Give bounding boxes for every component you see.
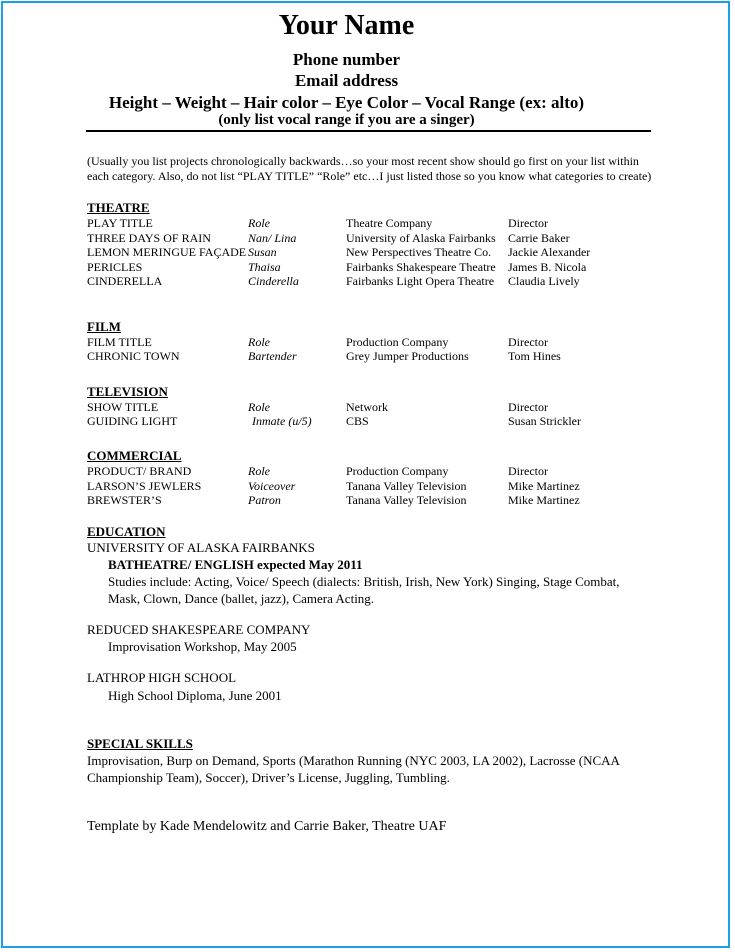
- credit-director: Mike Martinez: [508, 479, 580, 493]
- credit-company: Fairbanks Shakespeare Theatre: [346, 260, 496, 274]
- credit-director: Director: [508, 464, 548, 478]
- credit-director: Mike Martinez: [508, 493, 580, 507]
- credit-title: GUIDING LIGHT: [87, 414, 178, 428]
- credit-title: PLAY TITLE: [87, 216, 153, 230]
- credit-role: Role: [248, 335, 270, 349]
- credit-director: Jackie Alexander: [508, 245, 591, 259]
- table-row: [0, 245, 735, 260]
- credit-director: Director: [508, 216, 548, 230]
- intro-line-1: (Usually you list projects chronologically backwards…so your most recent show should go first on your list within: [87, 154, 639, 168]
- credit-role: Role: [248, 216, 270, 230]
- table-row: [0, 216, 735, 231]
- credit-title: LARSON’S JEWLERS: [87, 479, 202, 493]
- school-detail: High School Diploma, June 2001: [108, 688, 282, 703]
- credit-company: Production Company: [346, 335, 449, 349]
- credit-company: Tanana Valley Television: [346, 479, 467, 493]
- table-row: [0, 349, 735, 364]
- credit-director: Claudia Lively: [508, 274, 580, 288]
- email-address: Email address: [294, 71, 399, 90]
- skills-line-1: Improvisation, Burp on Demand, Sports (Marathon Running (NYC 2003, LA 2002), Lacrosse (NCAA: [87, 753, 620, 768]
- film-heading: FILM: [87, 319, 121, 334]
- credit-title: THREE DAYS OF RAIN: [87, 231, 211, 245]
- credit-role: Bartender: [248, 349, 297, 363]
- credit-title: LEMON MERINGUE FAÇADE: [87, 245, 247, 259]
- credit-title: FILM TITLE: [87, 335, 152, 349]
- credit-director: Susan Strickler: [508, 414, 581, 428]
- table-row: [0, 414, 735, 429]
- table-row: [0, 335, 735, 350]
- television-heading: TELEVISION: [87, 384, 168, 399]
- credit-role: Cinderella: [248, 274, 299, 288]
- credit-title: BREWSTER’S: [87, 493, 162, 507]
- credit-title: SHOW TITLE: [87, 400, 159, 414]
- credit-role: Role: [248, 400, 270, 414]
- resume-name: Your Name: [278, 10, 415, 41]
- special-skills-heading: SPECIAL SKILLS: [87, 736, 193, 751]
- credit-director: Carrie Baker: [508, 231, 570, 245]
- credit-role: Patron: [248, 493, 281, 507]
- credit-company: Network: [346, 400, 388, 414]
- credit-company: CBS: [346, 414, 369, 428]
- credit-director: Director: [508, 335, 548, 349]
- school-name: UNIVERSITY OF ALASKA FAIRBANKS: [87, 540, 315, 555]
- school-detail: Improvisation Workshop, May 2005: [108, 639, 297, 654]
- degree: BATHEATRE/ ENGLISH expected May 2011: [108, 557, 363, 572]
- table-row: [0, 479, 735, 494]
- credit-company: Tanana Valley Television: [346, 493, 467, 507]
- credit-company: New Perspectives Theatre Co.: [346, 245, 492, 259]
- credit-role: Voiceover: [248, 479, 296, 493]
- header-divider: [86, 130, 651, 132]
- studies-line-2: Mask, Clown, Dance (ballet, jazz), Camera Acting.: [108, 591, 375, 606]
- intro-line-2: each category. Also, do not list “PLAY TITLE” “Role” etc…I just listed those so you know what categories to create): [87, 169, 652, 183]
- studies-line-1: Studies include: Acting, Voice/ Speech (dialects: British, Irish, New York) Singing, Stage Combat,: [108, 574, 620, 589]
- vocal-range-note: (only list vocal range if you are a singer): [218, 112, 475, 128]
- table-row: [0, 400, 735, 415]
- credit-title: PERICLES: [87, 260, 143, 274]
- credit-director: Tom Hines: [508, 349, 561, 363]
- credit-role: Inmate (u/5): [252, 414, 312, 428]
- table-row: [0, 274, 735, 289]
- credit-company: Theatre Company: [346, 216, 433, 230]
- credit-company: Production Company: [346, 464, 449, 478]
- skills-line-2: Championship Team), Soccer), Driver’s License, Juggling, Tumbling.: [87, 770, 450, 785]
- table-row: [0, 260, 735, 275]
- credit-role: Nan/ Lina: [248, 231, 297, 245]
- school-name: REDUCED SHAKESPEARE COMPANY: [87, 622, 311, 637]
- education-heading: EDUCATION: [87, 524, 166, 539]
- credit-role: Susan: [248, 245, 277, 259]
- credit-role: Thaisa: [248, 260, 281, 274]
- table-row: [0, 464, 735, 479]
- table-row: [0, 231, 735, 246]
- school-name: LATHROP HIGH SCHOOL: [87, 670, 237, 685]
- commercial-heading: COMMERCIAL: [87, 448, 182, 463]
- template-credit: Template by Kade Mendelowitz and Carrie Baker, Theatre UAF: [87, 819, 447, 834]
- credit-role: Role: [248, 464, 270, 478]
- credit-title: CHRONIC TOWN: [87, 349, 180, 363]
- credit-company: Grey Jumper Productions: [346, 349, 469, 363]
- credit-company: Fairbanks Light Opera Theatre: [346, 274, 495, 288]
- credit-company: University of Alaska Fairbanks: [346, 231, 496, 245]
- credit-director: Director: [508, 400, 548, 414]
- phone-number: Phone number: [292, 50, 401, 69]
- credit-director: James B. Nicola: [508, 260, 587, 274]
- credit-title: PRODUCT/ BRAND: [87, 464, 192, 478]
- table-row: [0, 493, 735, 508]
- theatre-heading: THEATRE: [87, 200, 150, 215]
- physical-stats: Height – Weight – Hair color – Eye Color – Vocal Range (ex: alto): [108, 93, 585, 112]
- credit-title: CINDERELLA: [87, 274, 163, 288]
